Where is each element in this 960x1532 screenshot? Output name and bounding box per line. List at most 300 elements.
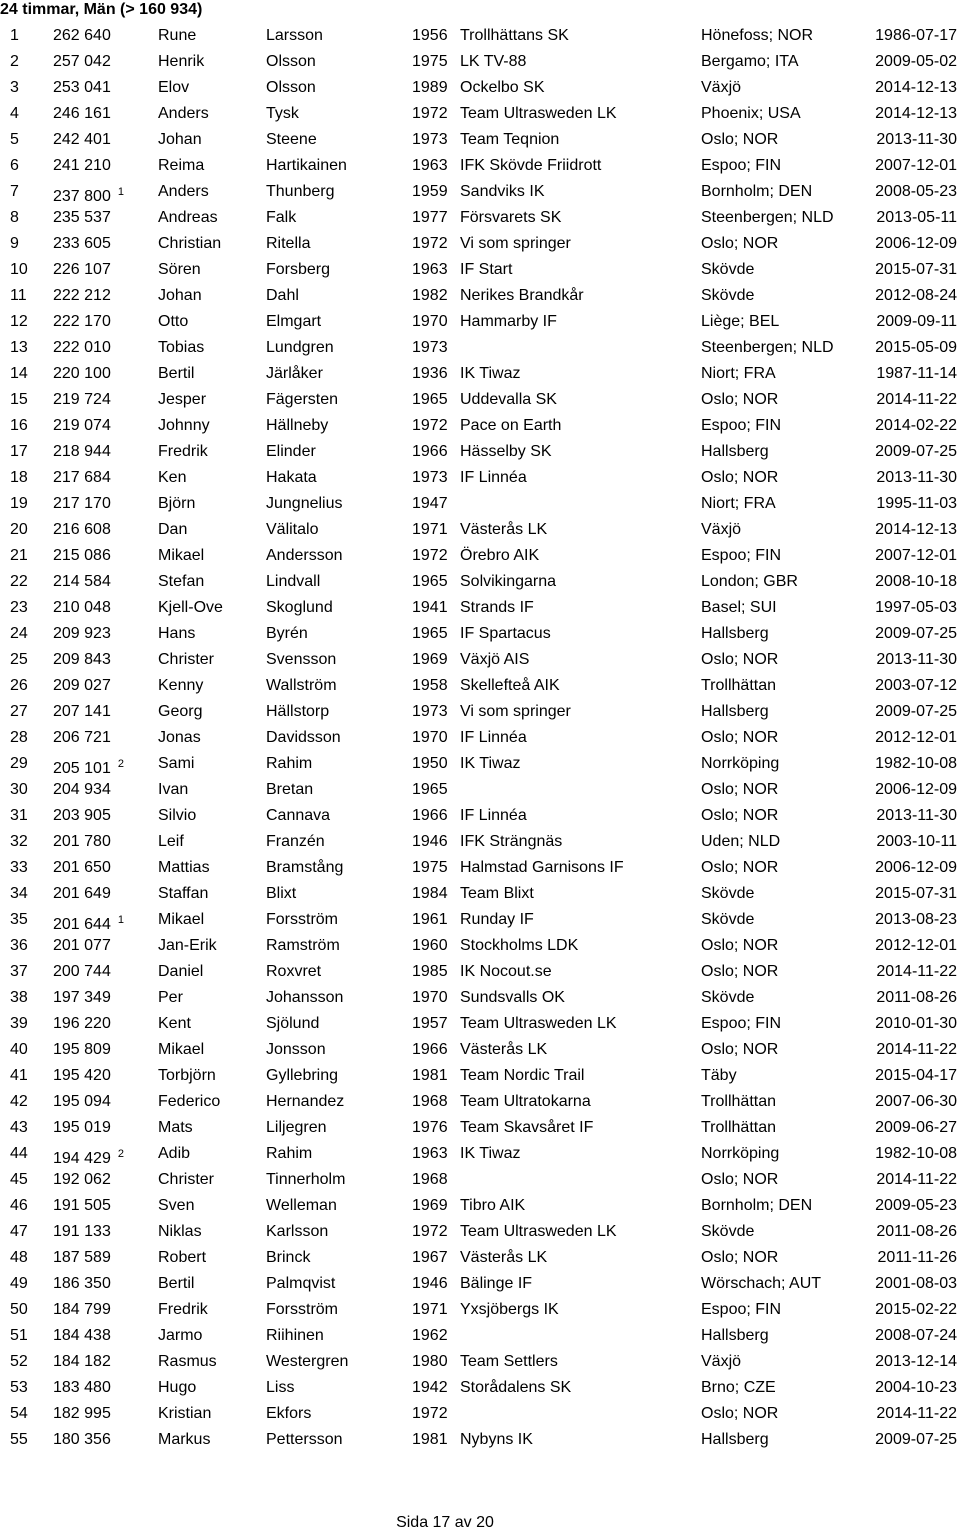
birth-year-cell: 1971 [412,521,448,538]
result-value: 184 799 [53,1301,111,1318]
date-cell: 2013-12-14 [875,1353,957,1370]
rank-cell: 6 [10,157,19,174]
result-value: 194 429 [53,1150,111,1167]
club-cell: IFK Strängnäs [460,833,563,850]
result-value: 192 062 [53,1171,111,1188]
rank-cell: 44 [10,1145,28,1162]
result-cell [53,937,111,955]
result-value: 195 809 [53,1041,111,1058]
last-name-cell: Skoglund [266,599,333,616]
venue-cell: Hallsberg [701,703,769,720]
table-row [0,230,960,256]
rank-cell: 51 [10,1327,28,1344]
result-cell [53,1223,111,1241]
venue-cell: Steenbergen; NLD [701,209,834,226]
last-name-cell: Brinck [266,1249,311,1266]
table-row [0,1400,960,1426]
result-cell [53,1067,111,1085]
date-cell: 2007-12-01 [875,547,957,564]
result-value: 216 608 [53,521,111,538]
date-cell: 2014-11-22 [876,963,957,980]
date-cell: 1987-11-14 [876,365,957,382]
last-name-cell: Blixt [266,885,297,902]
result-cell [53,1171,111,1189]
first-name-cell: Stefan [158,573,205,590]
rank-cell: 19 [10,495,28,512]
result-cell [53,573,111,591]
club-cell: IF Linnéa [460,729,527,746]
birth-year-cell: 1973 [412,469,448,486]
rank-cell: 28 [10,729,28,746]
date-cell: 2009-09-11 [876,313,957,330]
table-row [0,204,960,230]
table-row [0,490,960,516]
result-value: 195 019 [53,1119,111,1136]
last-name-cell: Riihinen [266,1327,324,1344]
venue-cell: Oslo; NOR [701,937,779,954]
club-cell: Vi som springer [460,235,571,252]
venue-cell: Niort; FRA [701,365,776,382]
result-value: 183 480 [53,1379,111,1396]
date-cell: 2015-04-17 [875,1067,957,1084]
table-row [0,802,960,828]
club-cell: IF Start [460,261,513,278]
date-cell: 2013-05-11 [876,209,957,226]
venue-cell: Oslo; NOR [701,963,779,980]
first-name-cell: Federico [158,1093,221,1110]
club-cell: Hässelby SK [460,443,552,460]
club-cell: Yxsjöbergs IK [460,1301,559,1318]
date-cell: 2013-11-30 [876,807,957,824]
table-row [0,1374,960,1400]
first-name-cell: Fredrik [158,1301,208,1318]
venue-cell: Växjö [701,521,742,538]
birth-year-cell: 1980 [412,1353,448,1370]
first-name-cell: Johnny [158,417,210,434]
birth-year-cell: 1973 [412,703,448,720]
venue-cell: Skövde [701,989,755,1006]
rank-cell: 39 [10,1015,28,1032]
last-name-cell: Ritella [266,235,311,252]
rank-cell: 40 [10,1041,28,1058]
result-value: 237 800 [53,188,111,205]
club-cell: Team Ultrasweden LK [460,105,617,122]
rank-cell: 21 [10,547,28,564]
date-cell: 2007-06-30 [875,1093,957,1110]
club-cell: Västerås LK [460,1041,548,1058]
birth-year-cell: 1959 [412,183,448,200]
first-name-cell: Christer [158,651,215,668]
result-value: 186 350 [53,1275,111,1292]
last-name-cell: Elmgart [266,313,322,330]
first-name-cell: Mattias [158,859,210,876]
date-cell: 2008-10-18 [875,573,957,590]
result-cell [53,495,111,513]
venue-cell: Skövde [701,287,755,304]
club-cell: Team Nordic Trail [460,1067,585,1084]
club-cell: Storådalens SK [460,1379,572,1396]
last-name-cell: Forsberg [266,261,331,278]
first-name-cell: Silvio [158,807,197,824]
birth-year-cell: 1942 [412,1379,448,1396]
rank-cell: 55 [10,1431,28,1448]
result-value: 180 356 [53,1431,111,1448]
result-cell [53,235,111,253]
rank-cell: 13 [10,339,28,356]
rank-cell: 32 [10,833,28,850]
result-cell [53,209,111,227]
birth-year-cell: 1970 [412,989,448,1006]
venue-cell: Steenbergen; NLD [701,339,834,356]
table-row [0,1244,960,1270]
table-row [0,724,960,750]
first-name-cell: Kent [158,1015,191,1032]
date-cell: 2004-10-23 [875,1379,957,1396]
rank-cell: 17 [10,443,28,460]
last-name-cell: Larsson [266,27,323,44]
footnote-marker: 2 [117,1148,124,1160]
date-cell: 2009-05-23 [875,1197,957,1214]
result-cell [53,1015,111,1033]
club-cell: Strands IF [460,599,534,616]
first-name-cell: Christer [158,1171,215,1188]
venue-cell: Täby [701,1067,737,1084]
table-row [0,750,960,776]
last-name-cell: Svensson [266,651,337,668]
table-row [0,932,960,958]
result-value: 200 744 [53,963,111,980]
birth-year-cell: 1963 [412,1145,448,1162]
table-row [0,74,960,100]
date-cell: 1997-05-03 [875,599,957,616]
date-cell: 2015-07-31 [875,261,957,278]
last-name-cell: Fägersten [266,391,339,408]
club-cell: Team Ultrasweden LK [460,1015,617,1032]
last-name-cell: Pettersson [266,1431,343,1448]
result-cell [53,1353,111,1371]
first-name-cell: Jonas [158,729,201,746]
last-name-cell: Rahim [266,1145,313,1162]
date-cell: 2009-07-25 [875,443,957,460]
result-value: 217 170 [53,495,111,512]
last-name-cell: Bramstång [266,859,344,876]
club-cell: Team Settlers [460,1353,558,1370]
first-name-cell: Sören [158,261,201,278]
result-value: 215 086 [53,547,111,564]
date-cell: 2014-12-13 [875,79,957,96]
page-title: 24 timmar, Män (> 160 934) [0,1,203,18]
rank-cell: 9 [10,235,19,252]
table-row [0,412,960,438]
table-row [0,1192,960,1218]
date-cell: 2013-08-23 [875,911,957,928]
date-cell: 2014-12-13 [875,105,957,122]
result-value: 201 649 [53,885,111,902]
last-name-cell: Välitalo [266,521,319,538]
result-cell [53,183,124,206]
venue-cell: Oslo; NOR [701,859,779,876]
result-value: 201 650 [53,859,111,876]
result-value: 197 349 [53,989,111,1006]
rank-cell: 47 [10,1223,28,1240]
table-row [0,308,960,334]
last-name-cell: Lindvall [266,573,321,590]
result-cell [53,1301,111,1319]
venue-cell: Hallsberg [701,625,769,642]
last-name-cell: Olsson [266,53,316,70]
first-name-cell: Johan [158,287,202,304]
first-name-cell: Georg [158,703,203,720]
last-name-cell: Thunberg [266,183,335,200]
table-row [0,880,960,906]
last-name-cell: Jonsson [266,1041,326,1058]
result-value: 233 605 [53,235,111,252]
first-name-cell: Mikael [158,911,205,928]
table-row [0,48,960,74]
date-cell: 2009-06-27 [875,1119,957,1136]
first-name-cell: Hugo [158,1379,197,1396]
club-cell: IF Spartacus [460,625,551,642]
venue-cell: Oslo; NOR [701,235,779,252]
table-row [0,1322,960,1348]
result-value: 184 438 [53,1327,111,1344]
first-name-cell: Björn [158,495,196,512]
venue-cell: Espoo; FIN [701,1015,782,1032]
club-cell: Örebro AIK [460,547,540,564]
table-row [0,386,960,412]
venue-cell: Växjö [701,1353,742,1370]
venue-cell: Trollhättan [701,677,776,694]
result-value: 262 640 [53,27,111,44]
result-cell [53,1093,111,1111]
result-cell [53,1405,111,1423]
result-value: 222 010 [53,339,111,356]
result-value: 204 934 [53,781,111,798]
result-cell [53,391,111,409]
rank-cell: 41 [10,1067,28,1084]
rank-cell: 52 [10,1353,28,1370]
date-cell: 1982-10-08 [875,755,957,772]
table-row [0,828,960,854]
table-row [0,776,960,802]
venue-cell: Bornholm; DEN [701,1197,813,1214]
birth-year-cell: 1957 [412,1015,448,1032]
rank-cell: 18 [10,469,28,486]
result-value: 195 094 [53,1093,111,1110]
birth-year-cell: 1966 [412,443,448,460]
date-cell: 2008-05-23 [875,183,957,200]
venue-cell: Hallsberg [701,1431,769,1448]
date-cell: 2012-08-24 [875,287,957,304]
venue-cell: Oslo; NOR [701,469,779,486]
first-name-cell: Mikael [158,1041,205,1058]
birth-year-cell: 1936 [412,365,448,382]
result-cell [53,79,111,97]
last-name-cell: Liss [266,1379,295,1396]
result-cell [53,1041,111,1059]
venue-cell: Liège; BEL [701,313,780,330]
result-cell [53,911,124,934]
last-name-cell: Karlsson [266,1223,329,1240]
result-value: 257 042 [53,53,111,70]
first-name-cell: Anders [158,183,209,200]
rank-cell: 45 [10,1171,28,1188]
birth-year-cell: 1984 [412,885,448,902]
footnote-marker: 2 [117,758,124,770]
rank-cell: 5 [10,131,19,148]
result-cell [53,599,111,617]
results-table [0,22,960,1452]
first-name-cell: Reima [158,157,205,174]
result-cell [53,963,111,981]
date-cell: 2011-11-26 [877,1249,957,1266]
venue-cell: Bornholm; DEN [701,183,813,200]
table-row [0,1218,960,1244]
date-cell: 2013-11-30 [876,651,957,668]
venue-cell: Skövde [701,261,755,278]
table-row [0,958,960,984]
rank-cell: 29 [10,755,28,772]
club-cell: Nerikes Brandkår [460,287,584,304]
venue-cell: Oslo; NOR [701,1041,779,1058]
result-value: 235 537 [53,209,111,226]
first-name-cell: Henrik [158,53,205,70]
first-name-cell: Johan [158,131,202,148]
venue-cell: Skövde [701,911,755,928]
date-cell: 1982-10-08 [875,1145,957,1162]
first-name-cell: Sven [158,1197,195,1214]
result-value: 209 027 [53,677,111,694]
club-cell: Pace on Earth [460,417,562,434]
birth-year-cell: 1981 [412,1067,448,1084]
rank-cell: 48 [10,1249,28,1266]
result-cell [53,53,111,71]
result-cell [53,755,124,778]
rank-cell: 30 [10,781,28,798]
date-cell: 2011-08-26 [876,989,957,1006]
club-cell: Runday IF [460,911,534,928]
rank-cell: 33 [10,859,28,876]
date-cell: 2001-08-03 [875,1275,957,1292]
result-value: 241 210 [53,157,111,174]
first-name-cell: Torbjörn [158,1067,216,1084]
table-row [0,1062,960,1088]
table-row [0,620,960,646]
birth-year-cell: 1972 [412,1223,448,1240]
birth-year-cell: 1969 [412,651,448,668]
result-cell [53,105,111,123]
last-name-cell: Jungnelius [266,495,343,512]
birth-year-cell: 1973 [412,339,448,356]
result-cell [53,417,111,435]
last-name-cell: Sjölund [266,1015,320,1032]
table-row [0,594,960,620]
rank-cell: 23 [10,599,28,616]
venue-cell: Oslo; NOR [701,1249,779,1266]
last-name-cell: Forsström [266,911,338,928]
result-cell [53,625,111,643]
rank-cell: 20 [10,521,28,538]
club-cell: Team Ultratokarna [460,1093,591,1110]
first-name-cell: Adib [158,1145,191,1162]
result-cell [53,157,111,175]
date-cell: 1986-07-17 [875,27,957,44]
result-cell [53,443,111,461]
date-cell: 2009-07-25 [875,625,957,642]
result-cell [53,651,111,669]
first-name-cell: Markus [158,1431,211,1448]
venue-cell: Hallsberg [701,443,769,460]
result-value: 222 212 [53,287,111,304]
last-name-cell: Hartikainen [266,157,347,174]
club-cell: Växjö AIS [460,651,530,668]
result-cell [53,365,111,383]
venue-cell: Oslo; NOR [701,391,779,408]
last-name-cell: Palmqvist [266,1275,336,1292]
rank-cell: 1 [10,27,19,44]
last-name-cell: Johansson [266,989,344,1006]
result-cell [53,131,111,149]
result-value: 201 644 [53,916,111,933]
first-name-cell: Anders [158,105,209,122]
result-value: 206 721 [53,729,111,746]
result-cell [53,833,111,851]
table-row [0,1140,960,1166]
date-cell: 2014-12-13 [875,521,957,538]
venue-cell: Basel; SUI [701,599,777,616]
rank-cell: 27 [10,703,28,720]
club-cell: IK Tiwaz [460,1145,521,1162]
result-value: 246 161 [53,105,111,122]
last-name-cell: Franzén [266,833,325,850]
birth-year-cell: 1975 [412,53,448,70]
last-name-cell: Elinder [266,443,316,460]
venue-cell: Oslo; NOR [701,131,779,148]
venue-cell: Niort; FRA [701,495,776,512]
last-name-cell: Lundgren [266,339,334,356]
rank-cell: 16 [10,417,28,434]
table-row [0,152,960,178]
venue-cell: Brno; CZE [701,1379,776,1396]
club-cell: Team Blixt [460,885,534,902]
table-row [0,1348,960,1374]
first-name-cell: Jan-Erik [158,937,217,954]
first-name-cell: Bertil [158,1275,195,1292]
result-value: 195 420 [53,1067,111,1084]
rank-cell: 35 [10,911,28,928]
table-row [0,282,960,308]
venue-cell: Norrköping [701,755,780,772]
club-cell: Försvarets SK [460,209,562,226]
date-cell: 2014-11-22 [876,1041,957,1058]
table-row [0,1036,960,1062]
table-row [0,256,960,282]
result-cell [53,703,111,721]
first-name-cell: Mikael [158,547,205,564]
club-cell: Trollhättans SK [460,27,569,44]
result-cell [53,1327,111,1345]
last-name-cell: Byrén [266,625,308,642]
result-cell [53,989,111,1007]
first-name-cell: Tobias [158,339,205,356]
first-name-cell: Jarmo [158,1327,203,1344]
rank-cell: 24 [10,625,28,642]
club-cell: Sandviks IK [460,183,545,200]
rank-cell: 11 [10,287,27,304]
result-value: 210 048 [53,599,111,616]
result-cell [53,547,111,565]
first-name-cell: Rune [158,27,197,44]
